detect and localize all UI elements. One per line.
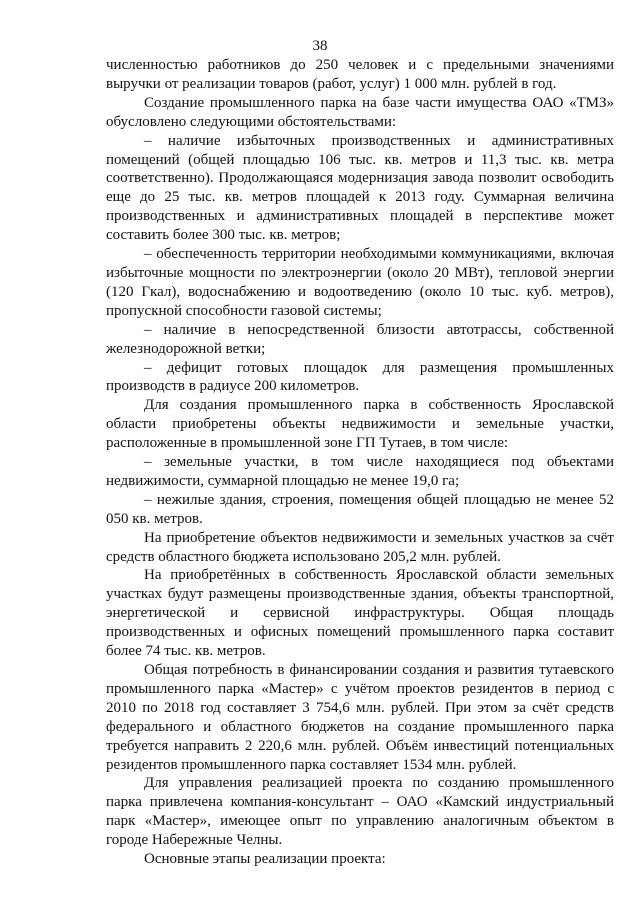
document-body [106, 56, 614, 869]
list-item-site-deficit: – дефицит готовых площадок для размещения промышленных производств в радиусе 200 километров. [106, 359, 614, 395]
list-item-utilities: – обеспеченность территории необходимыми коммуникациями, включая избыточные мощности по электроэнергии (около 20 МВт), тепловой энергии (120 Гкал), водоснабжению и водоотведению (около 10 тыс. куб. метров), пропускной способности газовой системы; [106, 246, 614, 319]
list-item-highway-railway: – наличие в непосредственной близости автотрассы, собственной железнодорожной ветки; [106, 321, 614, 357]
paragraph-property-acquired: Для создания промышленного парка в собственность Ярославской области приобретены объекты недвижимости и земельные участки, расположенные в промышленной зоне ГП Тутаев, в том числе: [106, 397, 614, 452]
list-item-land-plots: – земельные участки, в том числе находящиеся под объектами недвижимости, суммарной площадью не менее 19,0 га; [106, 454, 614, 489]
paragraph-stages-heading: Основные этапы реализации проекта: [144, 851, 386, 868]
paragraph-management-company: Для управления реализацией проекта по созданию промышленного парка привлечена компания-консультант – ОАО «Камский индустриальный парк «Мастер», имеющее опыт по управлению аналогичным объектом в городе Набережные Челны. [106, 775, 614, 849]
page-number: 38 [312, 38, 328, 54]
paragraph-financing: Общая потребность в финансировании создания и развития тутаевского промышленного парка «Мастер» с учётом проектов резидентов в период с 2010 по 2018 год составляет 3 754,6 млн. рублей. При этом за счёт средств федерального и областного бюджетов на создание промышленного парка требуется направить 2 220,6 млн. рублей. Объём инвестиций потенциальных резидентов промышленного парка составляет 1534 млн. рублей. [106, 662, 614, 773]
list-item-excess-premises: – наличие избыточных производственных и административных помещений (общей площадью 106 тыс. кв. метров и 11,3 тыс. кв. метра соответственно). Продолжающаяся модернизация завода позволит освободить еще до 25 тыс. кв. метров площадей к 2013 году. Суммарная величина производственных и административных площадей в перспективе может составить более 300 тыс. кв. метров; [106, 132, 614, 244]
paragraph-park-reasons-intro: Создание промышленного парка на базе части имущества ОАО «ТМЗ» обусловлено следующими обстоятельствами: [106, 94, 614, 130]
paragraph-acquisition-budget: На приобретение объектов недвижимости и земельных участков за счёт средств областного бюджета использовано 205,2 млн. рублей. [106, 529, 614, 565]
paragraph-infrastructure: На приобретённых в собственность Ярославской области земельных участках будут размещены производственные здания, объекты транспортной, энергетической и сервисной инфраструктуры. Общая площадь производственных и офисных помещений промышленного парка составит более 74 тыс. кв. метров. [106, 567, 614, 660]
paragraph-continuation: численностью работников до 250 человек и с предельными значениями выручки от реализации товаров (работ, услуг) 1 000 млн. рублей в год. [106, 57, 614, 92]
list-item-buildings: – нежилые здания, строения, помещения общей площадью не менее 52 050 кв. метров. [106, 491, 614, 527]
